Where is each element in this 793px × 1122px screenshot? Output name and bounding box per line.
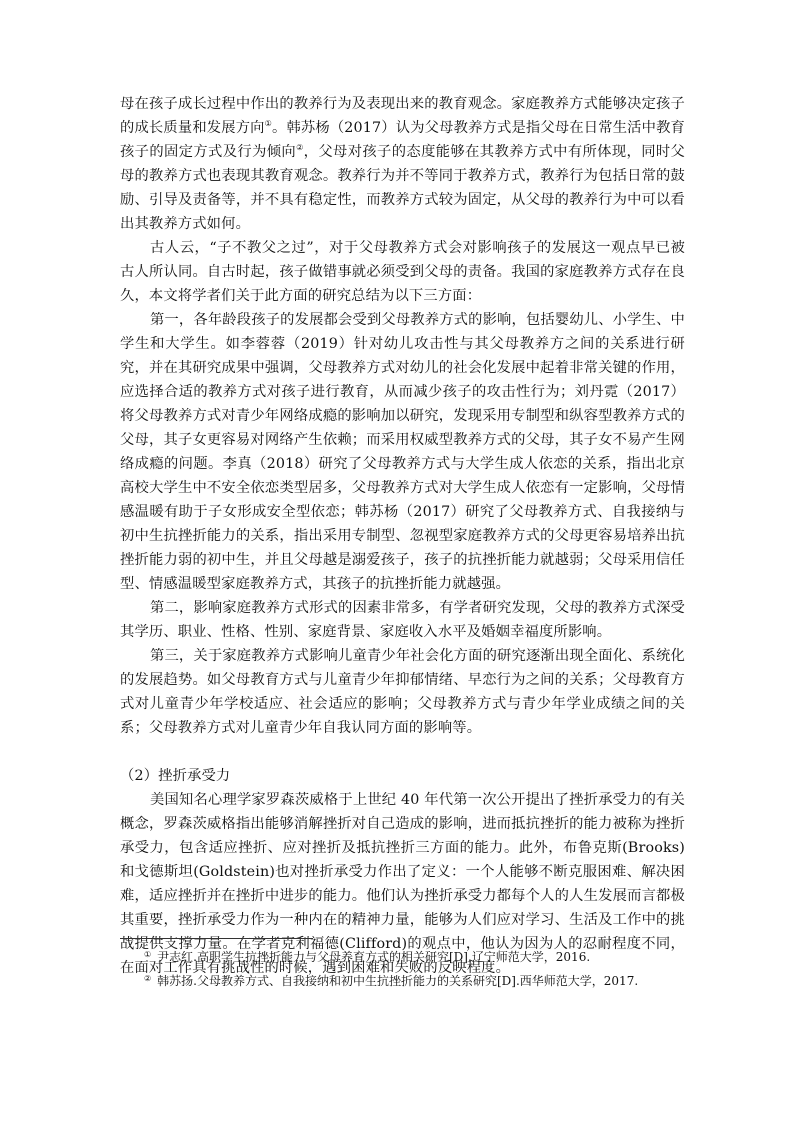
paragraph-third-point: 第三，关于家庭教养方式影响儿童青少年社会化方面的研究逐渐出现全面化、系统化的发展趋势。如父母教育方式与儿童青少年抑郁情绪、早恋行为之间的关系；父母教育方式对儿童青少年学校适应、社会适应的影响；父母教养方式与青少年学业成绩之间的关系；父母教养方式对儿童青少年自我认同方面的影响等。 <box>120 648 685 736</box>
paragraph-frustration-tolerance: 美国知名心理学家罗森茨威格于上世纪 40 年代第一次公开提出了挫折承受力的有关概念，罗森茨威格指出能够消解挫折对自己造成的影响，进而抵抗挫折的能力被称为挫折承受力，包含适应挫折、应对挫折及抵抗挫折三方面的能力。此外，布鲁克斯(Brooks)和戈德斯坦(Goldstein)也对挫折承受力作出了定义：一个人能够不断克服困难、解决困难，适应挫折并在挫折中进步的能力。他们认为挫折承受力都每个人的人生发展而言都极其重要，挫折承受力作为一种内在的精神力量，能够为人们应对学习、生活及工作中的挑战提供支撑力量。在学者克利福德(Clifford)的观点中，他认为因为人的忍耐程度不同，在面对工作具有挑战性的时候，遇到困难和失败的反映程度。 <box>120 792 685 976</box>
paragraph-first-point: 第一，各年龄段孩子的发展都会受到父母教养方式的影响，包括婴幼儿、小学生、中学生和大学生。如李蓉蓉（2019）针对幼儿攻击性与其父母教养方之间的关系进行研究，并在其研究成果中强调，父母教养方式对幼儿的社会化发展中起着非常关键的作用，应选择合适的教养方式对孩子进行教育，从而减少孩子的攻击性行为；刘丹霓（2017）将父母教养方式对青少年网络成瘾的影响加以研究，发现采用专制型和纵容型教养方式的父母，其子女更容易对网络产生依赖；而采用权威型教养方式的父母，其子女不易产生网络成瘾的问题。李真（2018）研究了父母教养方式与大学生成人依恋的关系，指出北京高校大学生中不安全依恋类型居多，父母教养方式对大学生成人依恋有一定影响，父母情感温暖有助于子女形成安全型依恋；韩苏杨（2017）研究了父母教养方式、自我接纳与初中生抗挫折能力的关系，指出采用专制型、忽视型家庭教养方式的父母更容易培养出抗挫折能力弱的初中生，并且父母越是溺爱孩子，孩子的抗挫折能力就越弱；父母采用信任型、情感温暖型家庭教养方式，其孩子的抗挫折能力就越强。 <box>120 312 685 592</box>
footnote-2 <box>120 968 685 992</box>
document-body <box>120 92 685 980</box>
paragraph-second-point: 第二，影响家庭教养方式形式的因素非常多，有学者研究发现，父母的教养方式深受其学历、职业、性格、性别、家庭背景、家庭收入水平及婚姻幸福度所影响。 <box>120 600 685 640</box>
paragraph-text: 。韩苏杨（2017）认为父母教养方式是指父母在日常生活中教育孩子的固定方式及行为倾向 <box>120 120 686 160</box>
footnote-1 <box>120 944 685 968</box>
footnote-text: 韩苏扬.父母教养方式、自我接纳和初中生抗挫折能力的关系研究[D].西华师范大学，2017. <box>157 974 639 988</box>
paragraph-ancient-saying: 古人云，“子不教父之过”，对于父母教养方式会对影响孩子的发展这一观点早已被古人所认同。自古时起，孩子做错事就必须受到父母的责备。我国的家庭教养方式存在良久，本文将学者们关于此方面的研究总结为以下三方面： <box>120 240 685 304</box>
paragraph-text: 母在孩子成长过程中作出的教养行为及表现出来的教育观念。家庭教养方式能够决定孩子的成长质量和发展方向 <box>120 96 685 136</box>
footnote-divider <box>120 938 313 939</box>
footnote-mark: ① <box>144 950 152 959</box>
footnote-ref-1[interactable]: ① <box>264 119 272 128</box>
paragraph-continuation <box>120 92 685 236</box>
paragraph-text: ，父母对孩子的态度能够在其教养方式中有所体现，同时父母的教养方式也表现其教育观念。教养行为并不等同于教养方式，教养行为包括日常的鼓励、引导及责备等，并不具有稳定性，而教养方式较为固定，从父母的教养行为中可以看出其教养方式如何。 <box>120 144 685 232</box>
section-heading: （2）挫折承受力 <box>120 768 231 784</box>
footnote-ref-2[interactable]: ② <box>296 143 304 152</box>
footnotes <box>120 944 685 992</box>
footnote-mark: ② <box>144 974 152 983</box>
footnote-text: 尹志红.高职学生抗挫折能力与父母养育方式的相关研究[D].辽宁师范大学，2016. <box>157 950 591 964</box>
